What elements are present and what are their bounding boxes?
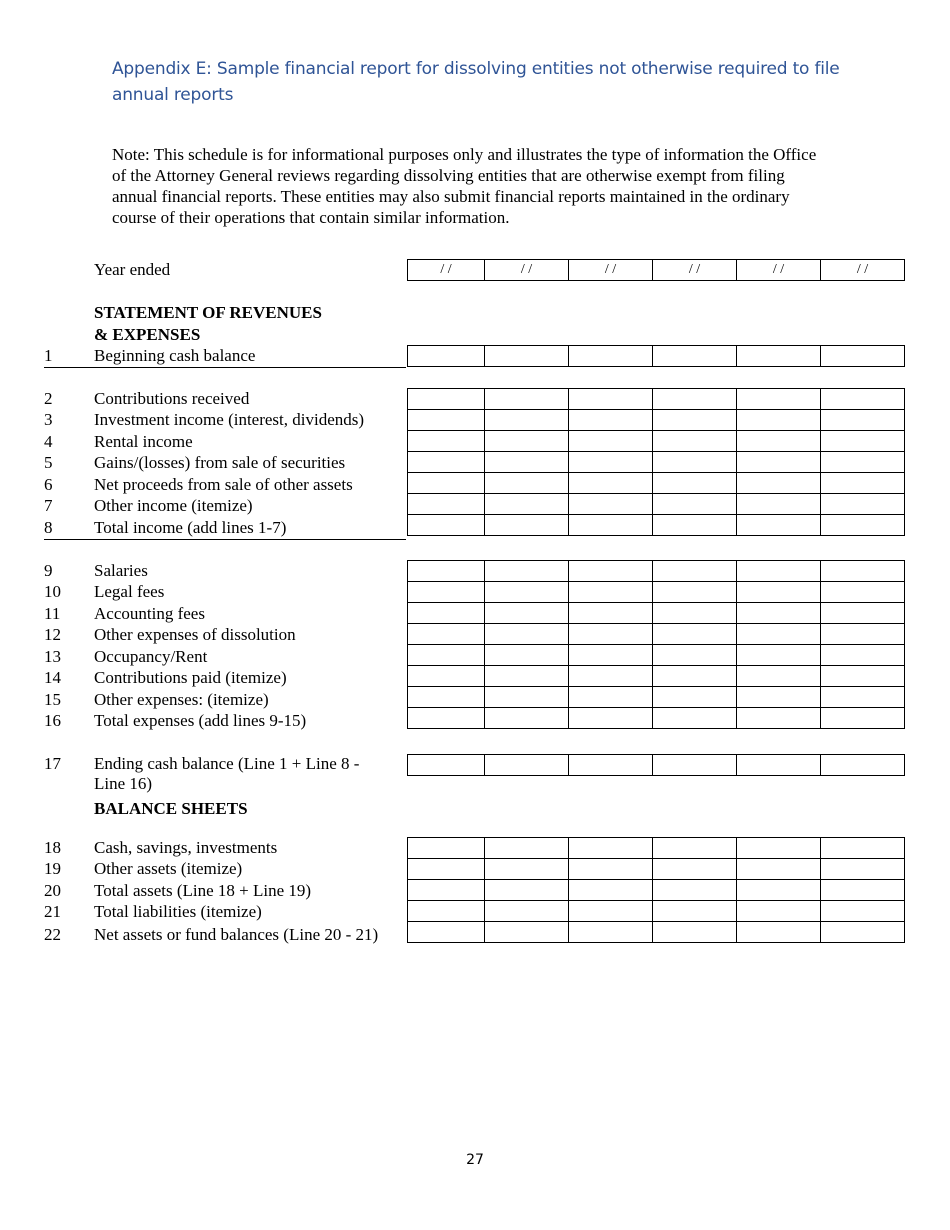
entry-cell[interactable] [408,838,485,859]
entry-cell[interactable] [821,561,905,582]
entry-cell[interactable] [653,687,737,708]
entry-cell[interactable] [737,687,821,708]
entry-cell[interactable] [569,645,653,666]
entry-cell[interactable] [569,389,653,410]
line-label: Investment income (interest, dividends) [94,410,365,429]
entry-cell[interactable] [653,645,737,666]
entry-cell[interactable] [569,473,653,494]
entry-cell[interactable] [485,410,569,431]
entry-cell[interactable] [408,582,485,603]
year-date-cell[interactable]: / / [408,260,485,281]
entry-cell[interactable] [408,410,485,431]
entry-cell[interactable] [653,901,737,922]
entry-cell[interactable] [485,431,569,452]
entry-cell[interactable] [653,666,737,687]
line-label: Other expenses of dissolution [94,625,296,644]
entry-cell[interactable] [408,494,485,515]
entry-cell[interactable] [569,603,653,624]
entry-cell[interactable] [653,431,737,452]
line-number: 11 [44,604,61,623]
entry-cell[interactable] [569,880,653,901]
year-date-cell[interactable]: / / [821,260,905,281]
entry-cell[interactable] [653,494,737,515]
page-number: 27 [466,1152,484,1168]
entry-cell[interactable] [737,922,821,943]
entry-cell[interactable] [653,708,737,729]
entry-cell[interactable] [569,515,653,536]
entry-cell[interactable] [821,410,905,431]
entry-cell[interactable] [737,645,821,666]
line-1-entry-row [407,345,905,367]
entry-cell[interactable] [737,452,821,473]
line-17-entry-row [407,754,905,776]
line-label-continued: Line 16) [94,774,153,793]
line-number: 1 [44,346,53,365]
entry-cell[interactable] [485,755,569,776]
entry-cell[interactable] [737,410,821,431]
entry-cell[interactable] [408,431,485,452]
entry-cell[interactable] [485,687,569,708]
entry-cell[interactable] [485,561,569,582]
entry-cell[interactable] [408,624,485,645]
line-label: Total income (add lines 1-7) [94,518,287,537]
line-number: 20 [44,881,61,900]
balance-entry-grid [407,837,905,943]
line-number: 8 [44,518,53,537]
entry-cell[interactable] [569,431,653,452]
line-number: 5 [44,453,53,472]
entry-cell[interactable] [653,515,737,536]
entry-cell[interactable] [408,389,485,410]
entry-cell[interactable] [653,389,737,410]
year-date-cell[interactable]: / / [653,260,737,281]
entry-cell[interactable] [569,838,653,859]
entry-cell[interactable] [569,561,653,582]
entry-cell[interactable] [569,708,653,729]
entry-cell[interactable] [485,901,569,922]
line-number: 4 [44,432,53,451]
entry-cell[interactable] [737,494,821,515]
line-number: 12 [44,625,61,644]
line-number: 17 [44,754,61,773]
entry-cell[interactable] [821,473,905,494]
line-label: Cash, savings, investments [94,838,278,857]
entry-cell[interactable] [653,880,737,901]
year-ended-row [407,259,905,281]
entry-cell[interactable] [653,561,737,582]
entry-cell[interactable] [485,666,569,687]
entry-cell[interactable] [569,859,653,880]
entry-cell[interactable] [485,515,569,536]
line-label: Beginning cash balance [94,346,256,365]
year-ended-label: Year ended [94,260,171,279]
line-number: 14 [44,668,61,687]
entry-cell[interactable] [408,901,485,922]
entry-cell[interactable] [569,494,653,515]
entry-cell[interactable] [821,452,905,473]
entry-cell[interactable] [821,838,905,859]
entry-cell[interactable] [485,603,569,624]
line-label: Other assets (itemize) [94,859,243,878]
entry-cell[interactable] [485,922,569,943]
entry-cell[interactable] [653,755,737,776]
entry-cell[interactable] [821,389,905,410]
line-number: 16 [44,711,61,730]
entry-cell[interactable] [485,473,569,494]
line-label: Accounting fees [94,604,205,623]
entry-cell[interactable] [408,708,485,729]
balance-sheets-title: BALANCE SHEETS [94,799,248,818]
line-label: Other income (itemize) [94,496,253,515]
line-label: Total expenses (add lines 9-15) [94,711,307,730]
entry-cell[interactable] [485,880,569,901]
line-number: 3 [44,410,53,429]
statement-title-line1: STATEMENT OF REVENUES [94,303,322,322]
entry-cell[interactable] [737,603,821,624]
line-label: Occupancy/Rent [94,647,208,666]
line-label: Contributions paid (itemize) [94,668,287,687]
line-label: Salaries [94,561,148,580]
entry-cell[interactable] [653,452,737,473]
entry-cell[interactable] [737,561,821,582]
entry-cell[interactable] [408,645,485,666]
line-number: 22 [44,925,61,944]
entry-cell[interactable] [653,410,737,431]
line-divider [44,367,406,368]
line-number: 19 [44,859,61,878]
entry-cell[interactable] [737,582,821,603]
entry-cell[interactable] [569,346,653,367]
entry-cell[interactable] [737,880,821,901]
line-label: Total liabilities (itemize) [94,902,262,921]
year-date-cell[interactable]: / / [737,260,821,281]
note-paragraph: Note: This schedule is for informational purposes only and illustrates the type of information the Office of the Attorney General reviews regarding dissolving entities that are otherwise exempt from filing annual financial reports. These entities may also submit financial reports maintained in the ordinary course of their operations that contain similar information. [112,145,817,227]
line-label: Gains/(losses) from sale of securities [94,453,346,472]
entry-cell[interactable] [569,452,653,473]
entry-cell[interactable] [821,346,905,367]
entry-cell[interactable] [485,582,569,603]
line-label: Contributions received [94,389,250,408]
entry-cell[interactable] [653,473,737,494]
line-number: 15 [44,690,61,709]
entry-cell[interactable] [408,346,485,367]
line-number: 13 [44,647,61,666]
entry-cell[interactable] [408,755,485,776]
entry-cell[interactable] [737,624,821,645]
entry-cell[interactable] [737,755,821,776]
entry-cell[interactable] [408,603,485,624]
entry-cell[interactable] [821,582,905,603]
entry-cell[interactable] [821,859,905,880]
entry-cell[interactable] [653,346,737,367]
entry-cell[interactable] [821,901,905,922]
year-date-cell[interactable]: / / [485,260,569,281]
entry-cell[interactable] [569,666,653,687]
entry-cell[interactable] [485,859,569,880]
entry-cell[interactable] [408,561,485,582]
line-divider [44,539,406,540]
entry-cell[interactable] [821,922,905,943]
entry-cell[interactable] [485,346,569,367]
line-number: 6 [44,475,53,494]
year-date-cell[interactable]: / / [569,260,653,281]
entry-cell[interactable] [821,515,905,536]
entry-cell[interactable] [821,431,905,452]
line-number: 18 [44,838,61,857]
statement-title-line2: & EXPENSES [94,325,201,344]
entry-cell[interactable] [569,901,653,922]
entry-cell[interactable] [737,431,821,452]
entry-cell[interactable] [821,645,905,666]
entry-cell[interactable] [408,515,485,536]
entry-cell[interactable] [408,473,485,494]
entry-cell[interactable] [821,708,905,729]
entry-cell[interactable] [653,624,737,645]
entry-cell[interactable] [821,755,905,776]
entry-cell[interactable] [653,838,737,859]
entry-cell[interactable] [737,859,821,880]
entry-cell[interactable] [408,922,485,943]
entry-cell[interactable] [737,473,821,494]
entry-cell[interactable] [821,666,905,687]
entry-cell[interactable] [653,582,737,603]
entry-cell[interactable] [569,922,653,943]
line-label: Legal fees [94,582,165,601]
line-label: Rental income [94,432,193,451]
entry-cell[interactable] [737,708,821,729]
entry-cell[interactable] [485,624,569,645]
line-number: 21 [44,902,61,921]
entry-cell[interactable] [737,389,821,410]
entry-cell[interactable] [485,452,569,473]
line-number: 7 [44,496,53,515]
entry-cell[interactable] [408,687,485,708]
entry-cell[interactable] [737,666,821,687]
line-label: Ending cash balance (Line 1 + Line 8 - [94,754,360,773]
line-label: Net proceeds from sale of other assets [94,475,353,494]
entry-cell[interactable] [821,494,905,515]
entry-cell[interactable] [408,880,485,901]
entry-cell[interactable] [653,859,737,880]
entry-cell[interactable] [485,645,569,666]
entry-cell[interactable] [485,708,569,729]
line-label: Net assets or fund balances (Line 20 - 21) [94,925,379,944]
line-label: Total assets (Line 18 + Line 19) [94,881,312,900]
line-label: Other expenses: (itemize) [94,690,269,709]
entry-cell[interactable] [653,603,737,624]
expenses-entry-grid [407,560,905,729]
entry-cell[interactable] [569,755,653,776]
entry-cell[interactable] [408,452,485,473]
entry-cell[interactable] [737,901,821,922]
entry-cell[interactable] [408,859,485,880]
income-entry-grid [407,388,905,536]
entry-cell[interactable] [737,346,821,367]
entry-cell[interactable] [737,838,821,859]
entry-cell[interactable] [737,515,821,536]
line-number: 10 [44,582,61,601]
entry-cell[interactable] [408,666,485,687]
line-number: 2 [44,389,53,408]
line-number: 9 [44,561,53,580]
entry-cell[interactable] [569,410,653,431]
entry-cell[interactable] [653,922,737,943]
entry-cell[interactable] [569,624,653,645]
appendix-heading: Appendix E: Sample financial report for dissolving entities not otherwise required to file annual reports [112,59,840,105]
entry-cell[interactable] [485,494,569,515]
entry-cell[interactable] [569,582,653,603]
entry-cell[interactable] [485,389,569,410]
entry-cell[interactable] [485,838,569,859]
entry-cell[interactable] [569,687,653,708]
entry-cell[interactable] [821,687,905,708]
entry-cell[interactable] [821,603,905,624]
entry-cell[interactable] [821,880,905,901]
entry-cell[interactable] [821,624,905,645]
